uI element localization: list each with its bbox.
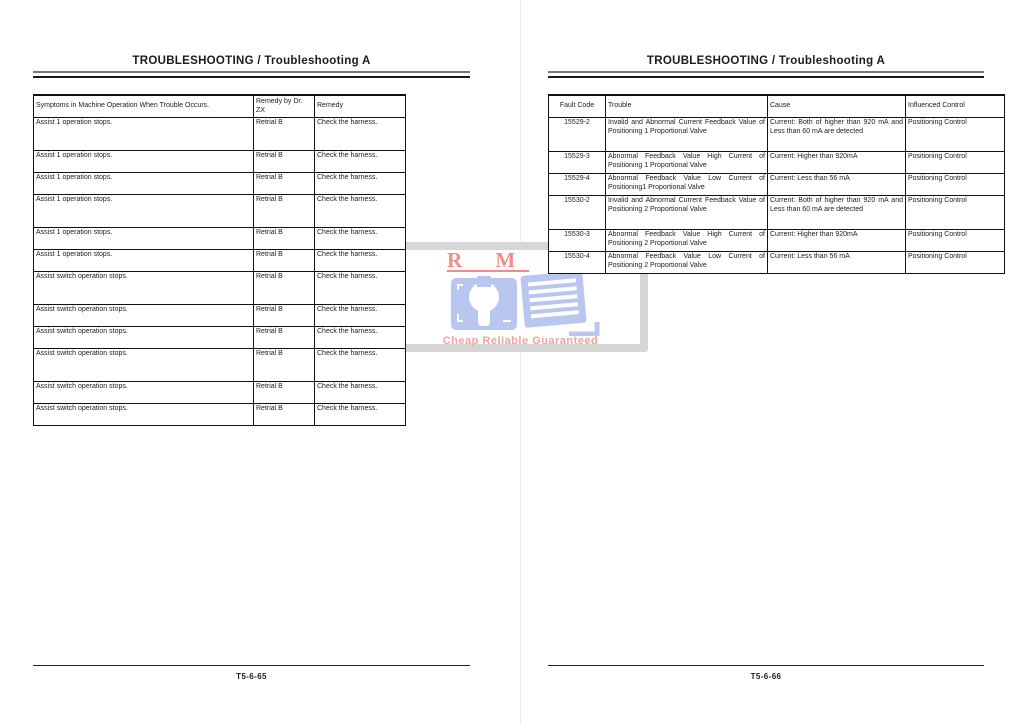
table-row bbox=[549, 152, 1005, 174]
table-row bbox=[34, 151, 406, 173]
table-row bbox=[34, 250, 406, 272]
table-cell-symptom: Assist switch operation stops. bbox=[34, 404, 254, 426]
table-cell-remedy: Check the harness. bbox=[315, 349, 406, 382]
table-cell-symptom: Assist switch operation stops. bbox=[34, 305, 254, 327]
page-divider bbox=[520, 0, 521, 725]
table-row bbox=[34, 382, 406, 404]
table-row bbox=[549, 230, 1005, 252]
table-cell-remedy: Check the harness. bbox=[315, 173, 406, 195]
table-cell-trouble: Abnormal Feedback Value Low Current of Positioning 2 Proportional Valve bbox=[606, 252, 768, 274]
table-cell-code: 15529-3 bbox=[549, 152, 606, 174]
table-row bbox=[549, 174, 1005, 196]
table-cell-remedy: Check the harness. bbox=[315, 305, 406, 327]
table-cell-trouble: Abnormal Feedback Value High Current of Positioning 2 Proportional Valve bbox=[606, 230, 768, 252]
table-row bbox=[34, 305, 406, 327]
table-row bbox=[34, 327, 406, 349]
table-row bbox=[34, 228, 406, 250]
column-header-trouble: Trouble bbox=[606, 95, 768, 118]
table-cell-control: Positioning Control bbox=[906, 118, 1005, 152]
table-row bbox=[34, 404, 406, 426]
table-cell-control: Positioning Control bbox=[906, 230, 1005, 252]
table-cell-trouble: Abnormal Feedback Value High Current of Positioning 1 Proportional Valve bbox=[606, 152, 768, 174]
table-cell-remedy: Check the harness. bbox=[315, 382, 406, 404]
table-cell-symptom: Assist 1 operation stops. bbox=[34, 151, 254, 173]
table-cell-code: 15530-2 bbox=[549, 196, 606, 230]
footer-rule bbox=[548, 665, 984, 666]
table-cell-remedy: Check the harness. bbox=[315, 327, 406, 349]
fault-code-table bbox=[548, 94, 1005, 274]
table-cell-cause: Current: Both of higher than 920 mA and Less than 60 mA are detected bbox=[768, 196, 906, 230]
page-right bbox=[548, 0, 984, 725]
table-cell-cause: Current: Higher than 920mA bbox=[768, 152, 906, 174]
table-cell-remedy_by: Retrial B bbox=[254, 195, 315, 228]
symptoms-table bbox=[33, 94, 406, 426]
table-cell-code: 15530-4 bbox=[549, 252, 606, 274]
table-cell-control: Positioning Control bbox=[906, 152, 1005, 174]
table-cell-remedy_by: Retrial B bbox=[254, 173, 315, 195]
table-cell-trouble: Abnormal Feedback Value Low Current of Positioning1 Proportional Valve bbox=[606, 174, 768, 196]
table-cell-remedy_by: Retrial B bbox=[254, 349, 315, 382]
table-header-row bbox=[549, 95, 1005, 118]
table-cell-symptom: Assist 1 operation stops. bbox=[34, 173, 254, 195]
table-cell-symptom: Assist 1 operation stops. bbox=[34, 195, 254, 228]
table-cell-remedy: Check the harness. bbox=[315, 228, 406, 250]
table-cell-control: Positioning Control bbox=[906, 196, 1005, 230]
table-cell-remedy_by: Retrial B bbox=[254, 151, 315, 173]
table-cell-remedy_by: Retrial B bbox=[254, 327, 315, 349]
column-header-influenced-control: Influenced Control bbox=[906, 95, 1005, 118]
table-cell-cause: Current: Less than 56 mA bbox=[768, 174, 906, 196]
table-cell-remedy: Check the harness. bbox=[315, 118, 406, 151]
table-row bbox=[34, 349, 406, 382]
table-cell-symptom: Assist switch operation stops. bbox=[34, 327, 254, 349]
table-row bbox=[34, 272, 406, 305]
title-rule bbox=[548, 71, 984, 78]
column-header-remedy: Remedy bbox=[315, 95, 406, 118]
watermark-letters: R M bbox=[447, 248, 530, 272]
table-cell-trouble: Invalid and Abnormal Current Feedback Value of Positioning 2 Proportional Valve bbox=[606, 196, 768, 230]
page-left bbox=[33, 0, 470, 725]
table-cell-cause: Current: Less than 56 mA bbox=[768, 252, 906, 274]
table-cell-symptom: Assist switch operation stops. bbox=[34, 349, 254, 382]
table-cell-control: Positioning Control bbox=[906, 252, 1005, 274]
page-number: T5-6-66 bbox=[750, 672, 782, 681]
column-header-cause: Cause bbox=[768, 95, 906, 118]
table-row bbox=[549, 118, 1005, 152]
table-header-row bbox=[34, 95, 406, 118]
table-row bbox=[34, 195, 406, 228]
table-cell-remedy_by: Retrial B bbox=[254, 382, 315, 404]
page-title: TROUBLESHOOTING / Troubleshooting A bbox=[132, 55, 371, 67]
table-row bbox=[34, 173, 406, 195]
page-number: T5-6-65 bbox=[236, 672, 267, 681]
title-rule bbox=[33, 71, 470, 78]
table-row bbox=[549, 196, 1005, 230]
footer-rule bbox=[33, 665, 470, 666]
table-cell-symptom: Assist switch operation stops. bbox=[34, 382, 254, 404]
table-cell-remedy: Check the harness. bbox=[315, 195, 406, 228]
table-cell-remedy: Check the harness. bbox=[315, 151, 406, 173]
table-cell-cause: Current: Higher than 920mA bbox=[768, 230, 906, 252]
table-cell-remedy_by: Retrial B bbox=[254, 250, 315, 272]
table-cell-symptom: Assist 1 operation stops. bbox=[34, 118, 254, 151]
table-cell-symptom: Assist 1 operation stops. bbox=[34, 250, 254, 272]
column-header-symptoms: Symptoms in Machine Operation When Trouble Occurs. bbox=[34, 95, 254, 118]
page-title: TROUBLESHOOTING / Troubleshooting A bbox=[646, 55, 886, 67]
table-cell-code: 15529-4 bbox=[549, 174, 606, 196]
column-header-remedy-by: Remedy by Dr. ZX bbox=[254, 95, 315, 118]
table-cell-remedy_by: Retrial B bbox=[254, 305, 315, 327]
column-header-fault-code: Fault Code bbox=[549, 95, 606, 118]
table-cell-code: 15529-2 bbox=[549, 118, 606, 152]
table-cell-trouble: Invalid and Abnormal Current Feedback Value of Positioning 1 Proportional Valve bbox=[606, 118, 768, 152]
table-row bbox=[34, 118, 406, 151]
table-cell-remedy: Check the harness. bbox=[315, 250, 406, 272]
table-cell-remedy: Check the harness. bbox=[315, 404, 406, 426]
table-cell-code: 15530-3 bbox=[549, 230, 606, 252]
watermark-caption: Cheap Reliable Guaranteed bbox=[442, 335, 599, 347]
table-cell-control: Positioning Control bbox=[906, 174, 1005, 196]
table-row bbox=[549, 252, 1005, 274]
table-cell-symptom: Assist switch operation stops. bbox=[34, 272, 254, 305]
table-cell-remedy_by: Retrial B bbox=[254, 404, 315, 426]
table-cell-remedy_by: Retrial B bbox=[254, 118, 315, 151]
table-cell-cause: Current: Both of higher than 920 mA and Less than 60 mA are detected bbox=[768, 118, 906, 152]
table-cell-remedy: Check the harness. bbox=[315, 272, 406, 305]
table-cell-remedy_by: Retrial B bbox=[254, 228, 315, 250]
table-cell-remedy_by: Retrial B bbox=[254, 272, 315, 305]
table-cell-symptom: Assist 1 operation stops. bbox=[34, 228, 254, 250]
